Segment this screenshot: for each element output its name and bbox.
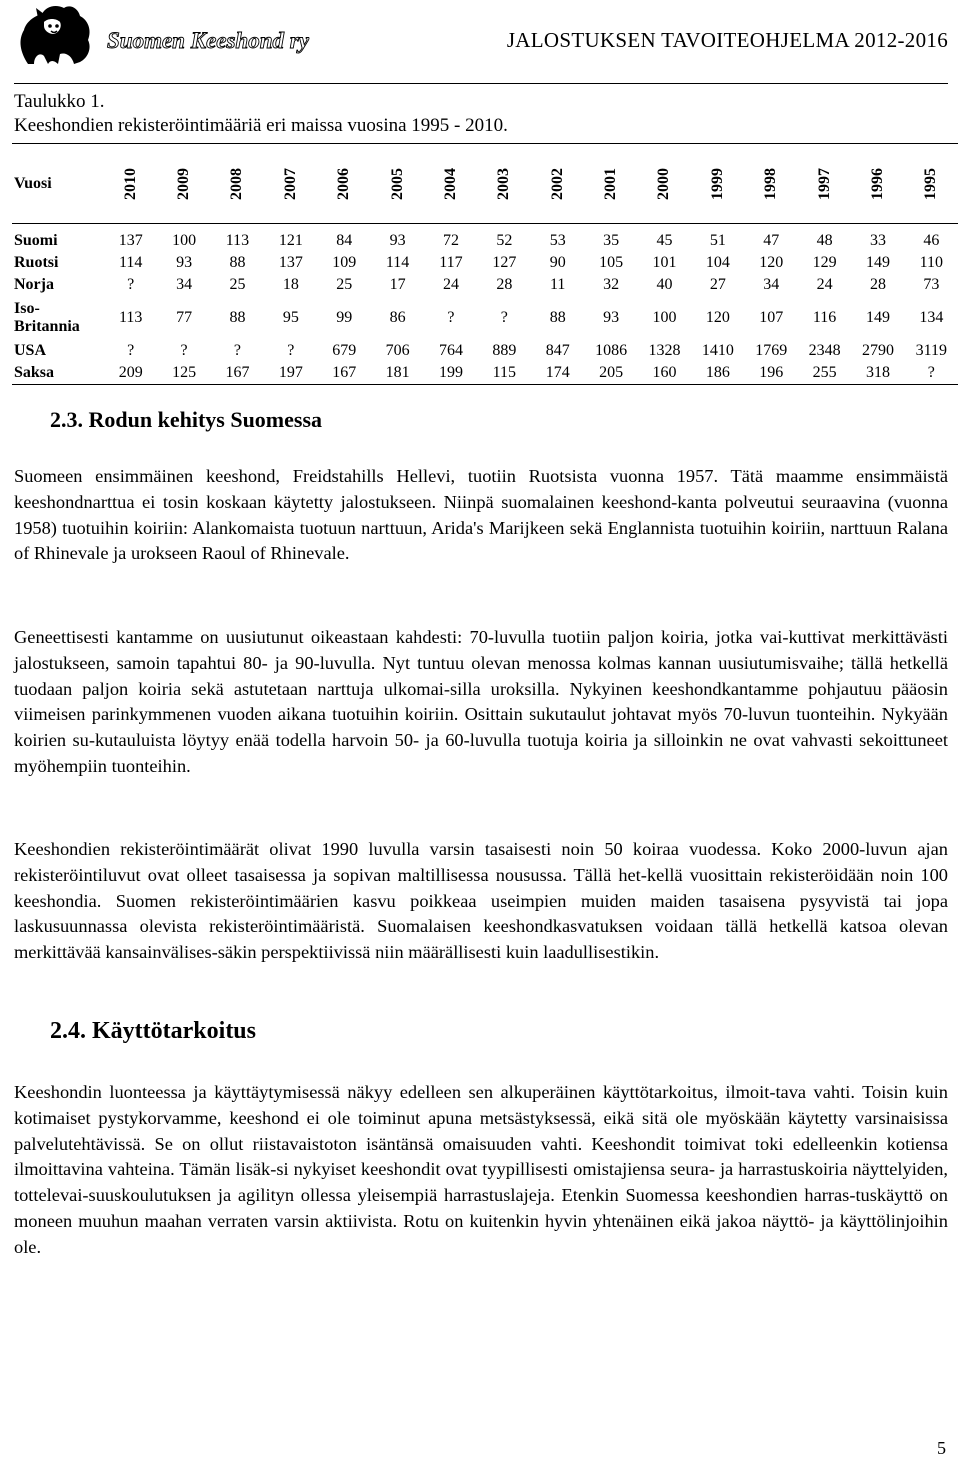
table-cell: 88	[229, 309, 246, 326]
header-year: 2010	[104, 144, 157, 224]
table-cell: 99	[336, 309, 353, 326]
table-cell: 125	[157, 362, 210, 385]
table-cell: 46	[923, 232, 940, 249]
table-cell: 25	[336, 276, 353, 293]
table-cell: 104	[705, 254, 730, 271]
paragraph: Keeshondien rekisteröintimäärät olivat 1990 luvulla varsin tasaisesti noin 50 koiraa vuodessa. Koko 2000-luvun ajan rekisteröintiluvut ovat olleet tasaisessa ja sopivan maltillisessa nousussa. Tällä het-kellä vuosittain rekisteröidään noin 100 keeshondia. Suomen rekisteröintimäärien kasvu poikkeaa useimpien muiden maiden tasaisena pysyvistä tai jopa laskusuunnassa olevista rekisteröintimääristä. Suomalaisen keeshondkasvatuksen voidaan tällä hetkellä katsoa olevan merkittävää kansainvälises-säkin perspektiivissä niin määrällisesti kuin laadullisestikin.	[14, 839, 948, 963]
table-cell: 93	[389, 232, 406, 249]
table-cell: 1328	[648, 342, 681, 359]
table-cell: 706	[385, 342, 410, 359]
section-heading-kayttotarkoitus: 2.4. Käyttötarkoitus	[50, 1018, 256, 1044]
table-cell: 93	[603, 309, 620, 326]
table-cell: 17	[389, 276, 406, 293]
table-cell: 109	[332, 254, 357, 271]
table-cell: 72	[442, 232, 459, 249]
table-cell: ?	[905, 362, 958, 385]
table-caption-title: Keeshondien rekisteröintimääriä eri maissa vuosina 1995 - 2010.	[14, 115, 508, 136]
table-cell: 115	[478, 362, 531, 385]
table-row	[12, 362, 958, 385]
table-cell: ?	[233, 342, 241, 359]
header-year: 2002	[531, 144, 584, 224]
header-year: 1997	[798, 144, 851, 224]
table-cell: 149	[865, 309, 890, 326]
page-header	[14, 0, 948, 84]
country-name: USA	[14, 342, 47, 359]
table-cell: 137	[278, 254, 303, 271]
table-cell: 25	[229, 276, 246, 293]
table-cell: 28	[869, 276, 886, 293]
table-cell: ?	[287, 342, 295, 359]
country-name: Saksa	[12, 362, 104, 385]
table-cell: 47	[763, 232, 780, 249]
table-cell: 199	[424, 362, 477, 385]
table-cell: 114	[385, 254, 410, 271]
country-name: Norja	[14, 276, 54, 293]
table-cell: 679	[332, 342, 357, 359]
table-cell: 149	[865, 254, 890, 271]
table-cell: 209	[104, 362, 157, 385]
table-row	[12, 296, 958, 340]
table-cell: 84	[336, 232, 353, 249]
table-cell: 18	[282, 276, 299, 293]
table-cell: 24	[442, 276, 459, 293]
table-cell: 110	[919, 254, 944, 271]
table-cell: ?	[447, 309, 455, 326]
keeshond-logo-icon	[14, 2, 94, 68]
table-cell: 255	[798, 362, 851, 385]
table-cell: 197	[264, 362, 317, 385]
section-heading-rodun-kehitys: 2.3. Rodun kehitys Suomessa	[50, 407, 323, 432]
table-cell: 116	[812, 309, 837, 326]
table-caption-number: Taulukko 1.	[14, 91, 105, 112]
header-year: 1999	[691, 144, 744, 224]
table-cell: 120	[759, 254, 784, 271]
table-row	[12, 274, 958, 296]
table-cell: 318	[851, 362, 904, 385]
table-cell: 120	[705, 309, 730, 326]
table-cell: ?	[180, 342, 188, 359]
paragraph: Keeshondin luonteessa ja käyttäytymisessä näkyy edelleen sen alkuperäinen käyttötarkoitus, ilmoit-tava vahti. Toisin kuin kotimaiset pystykorvamme, keeshond ei ole toiminut apuna metsästyksessä, eikä sitä ole myöskään käytetty varsinaisissa palvelutehtävissä. Se on ollut riistavaistoton isäntänsä omaisuuden vahti. Keeshondit toimivat toki edelleenkin kotiensa ilmoittavina vahteina. Tämän lisäk-si nykyiset keeshondit ovat tyypillisesti omistajiensa seura- ja harrastuskoiria näyttelyiden, tottelevai-suuskoulutuksen ja agilityn ollessa yleisempiä harrastuslajeja. Etenkin Suomessa keeshondien harras-tuskäyttö on moneen muuhun maahan verraten varsin aktiivista. Rotu on kuitenkin hyvin yhtenäinen eikä jakoa näyttö- ja käyttölinjoihin ole.	[14, 1082, 948, 1257]
table-cell: 113	[118, 309, 143, 326]
table-body	[12, 224, 958, 385]
document-title: JALOSTUKSEN TAVOITEOHJELMA 2012-2016	[506, 28, 948, 52]
table-cell: 2790	[861, 342, 894, 359]
table-cell: 77	[176, 309, 193, 326]
table-cell: 33	[869, 232, 886, 249]
table-cell: 48	[816, 232, 833, 249]
table-cell: 32	[603, 276, 620, 293]
paragraph: Suomeen ensimmäinen keeshond, Freidstahills Hellevi, tuotiin Ruotsista vuonna 1957. Tätä maamme ensimmäistä keeshondnarttua ei tosin koskaan käytetty jalostukseen. Niinpä suomalainen keeshond-kanta polveutui seuraavina (vuonna 1958) tuotuihin koiriin: Alankomaista tuotuun narttuun, Arida's Marijkeen sekä Englannista tuotuihin koiriin, narttuun Ralana of Rhinevale ja urokseen Raoul of Rhinevale.	[14, 466, 948, 564]
table-cell: 847	[545, 342, 570, 359]
country-name: Iso-Britannia	[14, 300, 80, 335]
header-year: 2000	[638, 144, 691, 224]
table-cell: 101	[652, 254, 677, 271]
table-cell: 2348	[808, 342, 841, 359]
table-cell: 73	[923, 276, 940, 293]
table-cell: 24	[816, 276, 833, 293]
table-cell: 113	[225, 232, 250, 249]
table-cell: 764	[438, 342, 463, 359]
page-number: 5	[937, 1438, 946, 1458]
country-name: Ruotsi	[14, 254, 59, 271]
table-cell: 51	[709, 232, 726, 249]
header-year: 2009	[157, 144, 210, 224]
paragraph: Geneettisesti kantamme on uusiutunut oikeastaan kahdesti: 70-luvulla tuotiin paljon koiria, jotka vai-kuttivat merkittävästi jalostukseen, samoin tapahtui 80- ja 90-luvulla. Nyt tuntuu olevan menossa kolmas kannan uusiutumisvaihe; tällä hetkellä tuodaan paljon koiria sekä astutetaan narttuja ulkomai-silla uroksilla. Nykyinen keeshondkantamme pohjautuu pääosin viimeisen parinkymmenen vuoden aikana tuotuihin koiriin. Osittain sukutaulut johtavat myös 70-luvun tuonteihin. Nykyään koirien su-kutauluista löytyy enää todella harvoin 50- ja 60-luvulla tuotuja koiria ja silloinkin ne ovat vahvasti sekoittuneet myöhempiin tuonteihin.	[14, 627, 948, 776]
table-cell: 27	[709, 276, 726, 293]
table-cell: 100	[652, 309, 677, 326]
table-cell: 1769	[755, 342, 788, 359]
table-cell: 28	[496, 276, 513, 293]
table-cell: 11	[549, 276, 566, 293]
table-cell: 95	[282, 309, 299, 326]
table-cell: 105	[599, 254, 624, 271]
table-cell: 40	[656, 276, 673, 293]
table-cell: 205	[584, 362, 637, 385]
header-year: 2006	[318, 144, 371, 224]
table-cell: 181	[371, 362, 424, 385]
table-cell: 86	[389, 309, 406, 326]
registration-table	[12, 143, 958, 385]
table-cell: 52	[496, 232, 513, 249]
table-cell: 160	[638, 362, 691, 385]
header-year-label: Vuosi	[12, 144, 104, 224]
table-cell: ?	[500, 309, 508, 326]
header-year: 2005	[371, 144, 424, 224]
table-cell: 34	[176, 276, 193, 293]
table-cell: 100	[172, 232, 197, 249]
brand-name: Suomen Keeshond ry	[107, 28, 309, 53]
header-year: 2003	[478, 144, 531, 224]
header-year: 2004	[424, 144, 477, 224]
table-cell: 196	[745, 362, 798, 385]
table-cell: 88	[229, 254, 246, 271]
header-year: 2008	[211, 144, 264, 224]
table-cell: 127	[492, 254, 517, 271]
table-cell: ?	[127, 342, 135, 359]
table-cell: 167	[318, 362, 371, 385]
header-year: 1996	[851, 144, 904, 224]
table-cell: ?	[127, 276, 135, 293]
table-cell: 134	[919, 309, 944, 326]
table-cell: 114	[118, 254, 143, 271]
table-cell: 35	[603, 232, 620, 249]
table-cell: 3119	[915, 342, 948, 359]
table-cell: 117	[439, 254, 463, 271]
header-year: 2007	[264, 144, 317, 224]
table-cell: 90	[549, 254, 566, 271]
table-cell: 34	[763, 276, 780, 293]
table-cell: 186	[691, 362, 744, 385]
table-cell: 889	[492, 342, 517, 359]
table-cell: 88	[549, 309, 566, 326]
table-cell: 167	[211, 362, 264, 385]
table-cell: 121	[278, 232, 303, 249]
country-name: Suomi	[14, 232, 58, 249]
table-row	[12, 252, 958, 274]
table-cell: 1086	[595, 342, 628, 359]
table-cell: 93	[176, 254, 193, 271]
table-header-row	[12, 144, 958, 224]
table-cell: 1410	[701, 342, 734, 359]
table-row	[12, 224, 958, 253]
header-year: 1998	[745, 144, 798, 224]
header-year: 2001	[584, 144, 637, 224]
table-cell: 137	[118, 232, 143, 249]
table-cell: 129	[812, 254, 837, 271]
table-cell: 174	[531, 362, 584, 385]
table-row	[12, 340, 958, 362]
header-year: 1995	[905, 144, 958, 224]
table-cell: 53	[549, 232, 566, 249]
table-cell: 45	[656, 232, 673, 249]
table-cell: 107	[759, 309, 784, 326]
